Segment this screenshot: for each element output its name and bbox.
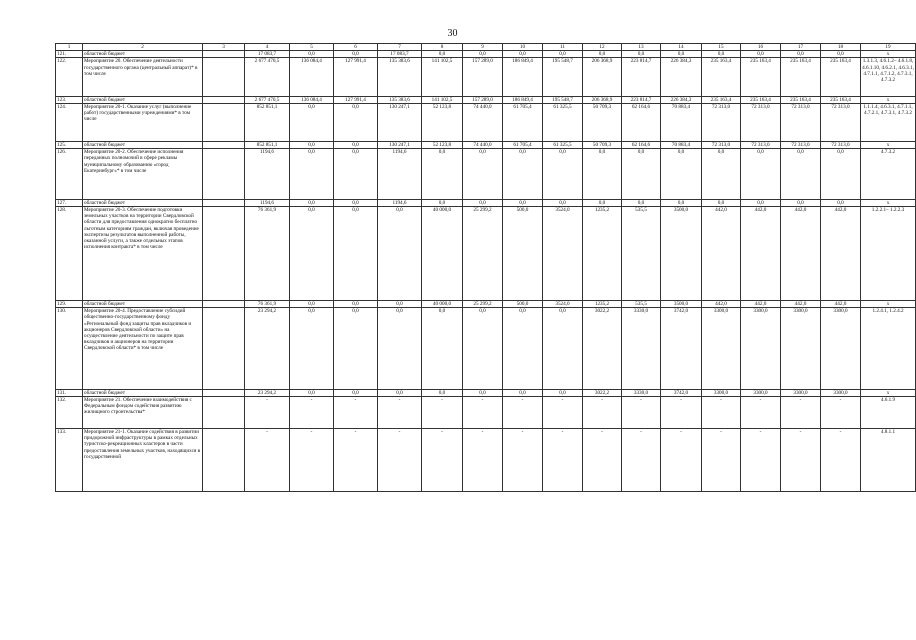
page-number: 30 <box>447 28 458 39</box>
value-cell: 3300,0 <box>702 308 741 390</box>
value-cell: 0,0 <box>741 149 781 200</box>
value-cell: 0,0 <box>503 149 543 200</box>
value-cell: 130 247,1 <box>378 103 422 141</box>
value-cell: - <box>622 428 661 491</box>
value-cell: 186 849,4 <box>503 58 543 96</box>
value-cell: 535,5 <box>622 300 661 307</box>
value-cell: 0,0 <box>702 149 741 200</box>
value-cell: 235 163,4 <box>702 58 741 96</box>
table-row <box>56 103 916 141</box>
value-cell: 2 677 470,5 <box>245 58 290 96</box>
value-cell: 1235,2 <box>583 300 622 307</box>
value-cell: 3300,0 <box>741 389 781 396</box>
value-cell: - <box>741 396 781 428</box>
value-cell: 206 368,9 <box>583 58 622 96</box>
value-cell: - <box>583 428 622 491</box>
value-cell: - <box>503 396 543 428</box>
row-number: 133. <box>56 428 83 491</box>
value-cell: 0,0 <box>503 199 543 206</box>
value-cell: 442,0 <box>821 206 861 300</box>
value-cell: 0,0 <box>378 389 422 396</box>
value-cell: - <box>622 396 661 428</box>
target-code-cell: 4.7.3.2 <box>861 149 916 200</box>
value-cell: 0,0 <box>622 51 661 58</box>
target-code-cell: х <box>861 51 916 58</box>
header-cell: 13 <box>622 44 661 51</box>
value-cell: 0,0 <box>781 199 821 206</box>
value-cell: - <box>821 428 861 491</box>
value-cell: 186 849,4 <box>503 96 543 103</box>
table-row <box>56 396 916 428</box>
table-row <box>56 308 916 390</box>
value-cell: - <box>661 396 702 428</box>
table-row <box>56 428 916 491</box>
value-cell: 0,0 <box>290 199 334 206</box>
header-cell: 5 <box>290 44 334 51</box>
value-cell: 0,0 <box>661 199 702 206</box>
value-cell: - <box>702 428 741 491</box>
value-cell: - <box>583 396 622 428</box>
value-cell: 223 814,7 <box>622 58 661 96</box>
program-table <box>55 43 916 492</box>
value-cell: 235 163,4 <box>741 96 781 103</box>
value-cell: 0,0 <box>622 149 661 200</box>
value-cell: 3300,0 <box>781 308 821 390</box>
row-name: Мероприятие 20-1. Оказание услуг (выполнение работ) государственными учреждениями* в том числе <box>83 103 203 141</box>
value-cell: 70 883,4 <box>661 141 702 148</box>
header-cell: 2 <box>83 44 203 51</box>
value-cell: 0,0 <box>334 389 378 396</box>
value-cell: 0,0 <box>422 199 463 206</box>
value-cell: 130 247,1 <box>378 141 422 148</box>
value-cell: 72 313,0 <box>741 141 781 148</box>
target-code-cell: х <box>861 389 916 396</box>
value-cell: 852 851,1 <box>245 141 290 148</box>
value-cell: 226 384,3 <box>661 96 702 103</box>
value-cell: 0,0 <box>334 206 378 300</box>
value-cell: 442,0 <box>702 206 741 300</box>
value-cell: 0,0 <box>583 149 622 200</box>
value-cell: - <box>245 396 290 428</box>
value-cell: - <box>290 428 334 491</box>
value-cell: - <box>463 396 503 428</box>
value-cell: - <box>422 396 463 428</box>
value-cell: 25 299,2 <box>463 300 503 307</box>
row-number: 130. <box>56 308 83 390</box>
row-number: 128. <box>56 206 83 300</box>
value-cell: - <box>821 396 861 428</box>
row-name: областной бюджет <box>83 51 203 58</box>
row-number: 121. <box>56 51 83 58</box>
value-cell: - <box>334 396 378 428</box>
value-cell: 1194,6 <box>378 199 422 206</box>
header-cell: 15 <box>702 44 741 51</box>
header-cell: 17 <box>781 44 821 51</box>
row-number: 123. <box>56 96 83 103</box>
value-cell: 235 163,4 <box>821 58 861 96</box>
value-cell: 500,0 <box>503 206 543 300</box>
row-name: Мероприятие 20-2. Обеспечение исполнения переданных полномочий в сфере рекламы муниципальному образованию «город Екатеринбург»* в том числе <box>83 149 203 200</box>
value-cell: 74 440,0 <box>463 103 503 141</box>
header-cell: 1 <box>56 44 83 51</box>
value-cell: 0,0 <box>290 308 334 390</box>
value-cell: 235 163,4 <box>781 96 821 103</box>
row-number: 125. <box>56 141 83 148</box>
value-cell: 0,0 <box>543 51 583 58</box>
value-cell: 235 163,4 <box>821 96 861 103</box>
value-cell: - <box>290 396 334 428</box>
value-cell <box>203 141 245 148</box>
value-cell: - <box>741 428 781 491</box>
target-code-cell: х <box>861 199 916 206</box>
value-cell: 0,0 <box>503 389 543 396</box>
value-cell: 0,0 <box>334 141 378 148</box>
table-row <box>56 149 916 200</box>
value-cell: 0,0 <box>290 149 334 200</box>
target-code-cell: 4.8.1.1 <box>861 428 916 491</box>
value-cell: 61 325,5 <box>543 103 583 141</box>
value-cell: 17 083,7 <box>245 51 290 58</box>
row-number: 126. <box>56 149 83 200</box>
value-cell: 0,0 <box>422 389 463 396</box>
value-cell: 0,0 <box>334 199 378 206</box>
value-cell: 17 083,7 <box>378 51 422 58</box>
value-cell: 0,0 <box>503 51 543 58</box>
value-cell <box>203 51 245 58</box>
target-code-cell: х <box>861 96 916 103</box>
header-cell: 7 <box>378 44 422 51</box>
value-cell <box>203 396 245 428</box>
value-cell: 3742,0 <box>661 389 702 396</box>
value-cell: 0,0 <box>290 103 334 141</box>
row-number: 131. <box>56 389 83 396</box>
value-cell: 72 313,0 <box>702 141 741 148</box>
value-cell: 0,0 <box>378 308 422 390</box>
value-cell <box>203 428 245 491</box>
value-cell: 0,0 <box>583 199 622 206</box>
value-cell: 206 368,9 <box>583 96 622 103</box>
value-cell: 442,0 <box>702 300 741 307</box>
value-cell: 0,0 <box>543 149 583 200</box>
header-cell: 4 <box>245 44 290 51</box>
value-cell <box>203 389 245 396</box>
header-cell: 9 <box>463 44 503 51</box>
value-cell <box>203 206 245 300</box>
value-cell: 3300,0 <box>741 308 781 390</box>
value-cell: 442,0 <box>781 206 821 300</box>
value-cell: 40 000,0 <box>422 206 463 300</box>
header-cell: 10 <box>503 44 543 51</box>
value-cell: - <box>543 396 583 428</box>
value-cell: 852 851,1 <box>245 103 290 141</box>
header-cell: 16 <box>741 44 781 51</box>
value-cell: 0,0 <box>334 308 378 390</box>
value-cell: 72 313,0 <box>781 103 821 141</box>
value-cell: 0,0 <box>702 199 741 206</box>
value-cell: 3500,0 <box>661 206 702 300</box>
table-row <box>56 199 916 206</box>
value-cell: 0,0 <box>290 141 334 148</box>
value-cell: 76 361,9 <box>245 300 290 307</box>
value-cell <box>203 308 245 390</box>
value-cell: 76 361,9 <box>245 206 290 300</box>
table-row <box>56 51 916 58</box>
value-cell: 0,0 <box>543 199 583 206</box>
value-cell: 226 384,3 <box>661 58 702 96</box>
value-cell: 235 163,4 <box>702 96 741 103</box>
value-cell: 3524,0 <box>543 206 583 300</box>
value-cell: 235 163,4 <box>741 58 781 96</box>
table-row <box>56 96 916 103</box>
value-cell: - <box>378 428 422 491</box>
value-cell: 1194,6 <box>378 149 422 200</box>
header-cell: 12 <box>583 44 622 51</box>
target-code-cell: х <box>861 141 916 148</box>
row-name: областной бюджет <box>83 389 203 396</box>
row-name: областной бюджет <box>83 300 203 307</box>
value-cell: 0,0 <box>821 199 861 206</box>
row-name: Мероприятие 20. Обеспечение деятельности государственного органа (центральный аппарат)* в том числе <box>83 58 203 96</box>
row-name: областной бюджет <box>83 96 203 103</box>
value-cell: 3524,0 <box>543 300 583 307</box>
value-cell <box>203 300 245 307</box>
value-cell: - <box>503 428 543 491</box>
value-cell: 535,5 <box>622 206 661 300</box>
value-cell: 72 313,0 <box>702 103 741 141</box>
row-name: Мероприятие 20-3. Обеспечение подготовки земельных участков на территории Свердловской области для предоставления однократно бесплатно льготным категориям граждан, включая проведение экспертизы результатов выполненной работы, оказанной услуги, а также отдельных этапов исполнения контракта* в том числе <box>83 206 203 300</box>
value-cell: 127 991,4 <box>334 96 378 103</box>
row-name: Мероприятие 20-4. Предоставление субсидий общественно-государственному фонду «Региональный фонд защиты прав вкладчиков и акционеров Свердловской области» на осуществление деятельности по защите прав вкладчиков и акционеров на территории Свердловской области* в том числе <box>83 308 203 390</box>
value-cell: 1235,2 <box>583 206 622 300</box>
row-name: областной бюджет <box>83 141 203 148</box>
target-code-cell: 4.6.1.9 <box>861 396 916 428</box>
value-cell: 0,0 <box>290 51 334 58</box>
value-cell: 23 294,2 <box>245 308 290 390</box>
value-cell: 3330,0 <box>622 308 661 390</box>
value-cell: 0,0 <box>463 389 503 396</box>
value-cell: - <box>661 428 702 491</box>
value-cell: 195 548,7 <box>543 96 583 103</box>
value-cell: 0,0 <box>422 308 463 390</box>
value-cell: 141 102,5 <box>422 58 463 96</box>
value-cell: 72 313,0 <box>821 103 861 141</box>
value-cell: 50 709,3 <box>583 141 622 148</box>
value-cell: 0,0 <box>378 300 422 307</box>
value-cell: 0,0 <box>821 149 861 200</box>
value-cell: 0,0 <box>334 149 378 200</box>
table-row <box>56 389 916 396</box>
value-cell: 3300,0 <box>821 389 861 396</box>
value-cell: 157 289,0 <box>463 58 503 96</box>
value-cell: - <box>422 428 463 491</box>
value-cell: 442,0 <box>821 300 861 307</box>
value-cell: 157 289,0 <box>463 96 503 103</box>
value-cell: 3500,0 <box>661 300 702 307</box>
value-cell: - <box>702 396 741 428</box>
value-cell: 135 383,6 <box>378 96 422 103</box>
table-row <box>56 300 916 307</box>
value-cell <box>203 96 245 103</box>
value-cell: 127 991,4 <box>334 58 378 96</box>
value-cell: 50 709,3 <box>583 103 622 141</box>
value-cell <box>203 103 245 141</box>
value-cell: 74 440,0 <box>463 141 503 148</box>
value-cell: - <box>543 428 583 491</box>
row-number: 129. <box>56 300 83 307</box>
value-cell: 0,0 <box>543 389 583 396</box>
value-cell: 0,0 <box>463 51 503 58</box>
value-cell: 23 294,2 <box>245 389 290 396</box>
value-cell: 0,0 <box>661 51 702 58</box>
value-cell: 3300,0 <box>781 389 821 396</box>
value-cell: 235 163,4 <box>781 58 821 96</box>
header-row <box>56 44 916 51</box>
value-cell: 3300,0 <box>821 308 861 390</box>
target-code-cell: 1.2.2.1– 1.2.2.3 <box>861 206 916 300</box>
value-cell: 52 123,8 <box>422 141 463 148</box>
value-cell: 136 084,4 <box>290 58 334 96</box>
value-cell <box>203 149 245 200</box>
value-cell: 0,0 <box>422 149 463 200</box>
header-cell: 6 <box>334 44 378 51</box>
row-number: 127. <box>56 199 83 206</box>
value-cell: 72 313,0 <box>781 141 821 148</box>
header-cell: 8 <box>422 44 463 51</box>
target-code-cell: 1.3.1.3, 4.6.1.2– 4.6.1.8, 4.6.1.10, 4.6.2.1, 4.6.3.1, 4.7.1.1, 4.7.1.2, 4.7.3.1, 4.7.3.2 <box>861 58 916 96</box>
value-cell: 0,0 <box>741 51 781 58</box>
value-cell: 136 084,4 <box>290 96 334 103</box>
value-cell: 0,0 <box>463 199 503 206</box>
value-cell <box>203 199 245 206</box>
value-cell: - <box>781 396 821 428</box>
value-cell: 0,0 <box>543 308 583 390</box>
value-cell: 1194,6 <box>245 199 290 206</box>
value-cell: 0,0 <box>290 389 334 396</box>
value-cell: 0,0 <box>821 51 861 58</box>
table-row <box>56 58 916 96</box>
value-cell: 0,0 <box>422 51 463 58</box>
value-cell: 0,0 <box>702 51 741 58</box>
value-cell: 2 677 470,5 <box>245 96 290 103</box>
header-cell: 14 <box>661 44 702 51</box>
value-cell: 72 313,0 <box>741 103 781 141</box>
table-row <box>56 141 916 148</box>
header-cell: 3 <box>203 44 245 51</box>
value-cell: 223 814,7 <box>622 96 661 103</box>
value-cell: 3330,0 <box>622 389 661 396</box>
value-cell: - <box>245 428 290 491</box>
value-cell: 141 102,5 <box>422 96 463 103</box>
value-cell: - <box>334 428 378 491</box>
value-cell: 0,0 <box>290 300 334 307</box>
value-cell: 61 705,4 <box>503 141 543 148</box>
value-cell: 3742,0 <box>661 308 702 390</box>
value-cell: 0,0 <box>334 51 378 58</box>
value-cell: 40 000,0 <box>422 300 463 307</box>
target-code-cell: 1.1.1.4, 4.6.3.1, 4.7.1.1, 4.7.2.1, 4.7.3.1, 4.7.3.2 <box>861 103 916 141</box>
header-cell: 18 <box>821 44 861 51</box>
target-code-cell: 1.2.4.1, 1.2.4.2 <box>861 308 916 390</box>
value-cell: 0,0 <box>463 308 503 390</box>
value-cell: 72 313,0 <box>821 141 861 148</box>
value-cell: 0,0 <box>583 51 622 58</box>
row-name: Мероприятие 21-1. Оказание содействия в развитии придорожной инфраструктуры в рамках отдельных туристско-рекреационных кластеров в части предоставления земельных участков, находящихся в государственной <box>83 428 203 491</box>
value-cell: 0,0 <box>661 149 702 200</box>
value-cell: 0,0 <box>463 149 503 200</box>
value-cell: 61 325,5 <box>543 141 583 148</box>
target-code-cell: х <box>861 300 916 307</box>
value-cell: 1194,6 <box>245 149 290 200</box>
value-cell: 0,0 <box>334 300 378 307</box>
value-cell: 3022,2 <box>583 308 622 390</box>
value-cell: 0,0 <box>290 206 334 300</box>
value-cell: 195 548,7 <box>543 58 583 96</box>
value-cell: 0,0 <box>781 51 821 58</box>
row-number: 124. <box>56 103 83 141</box>
value-cell: 0,0 <box>378 206 422 300</box>
value-cell: - <box>378 396 422 428</box>
table-row <box>56 206 916 300</box>
value-cell: 62 164,6 <box>622 141 661 148</box>
row-number: 132. <box>56 396 83 428</box>
value-cell: 70 883,4 <box>661 103 702 141</box>
value-cell: 442,0 <box>781 300 821 307</box>
header-cell: 11 <box>543 44 583 51</box>
value-cell: - <box>463 428 503 491</box>
value-cell: 3022,2 <box>583 389 622 396</box>
value-cell: 0,0 <box>503 308 543 390</box>
value-cell: 442,0 <box>741 206 781 300</box>
value-cell: - <box>781 428 821 491</box>
row-name: областной бюджет <box>83 199 203 206</box>
value-cell: 0,0 <box>334 103 378 141</box>
row-number: 122. <box>56 58 83 96</box>
value-cell: 62 164,6 <box>622 103 661 141</box>
value-cell: 500,0 <box>503 300 543 307</box>
value-cell <box>203 58 245 96</box>
value-cell: 61 705,4 <box>503 103 543 141</box>
header-cell: 19 <box>861 44 916 51</box>
value-cell: 52 123,8 <box>422 103 463 141</box>
value-cell: 0,0 <box>781 149 821 200</box>
value-cell: 3300,0 <box>702 389 741 396</box>
value-cell: 135 383,6 <box>378 58 422 96</box>
value-cell: 0,0 <box>741 199 781 206</box>
value-cell: 25 299,2 <box>463 206 503 300</box>
value-cell: 442,0 <box>741 300 781 307</box>
row-name: Мероприятие 21. Обеспечение взаимодействия с Федеральным фондом содействия развитию жилищного строительства* <box>83 396 203 428</box>
value-cell: 0,0 <box>622 199 661 206</box>
